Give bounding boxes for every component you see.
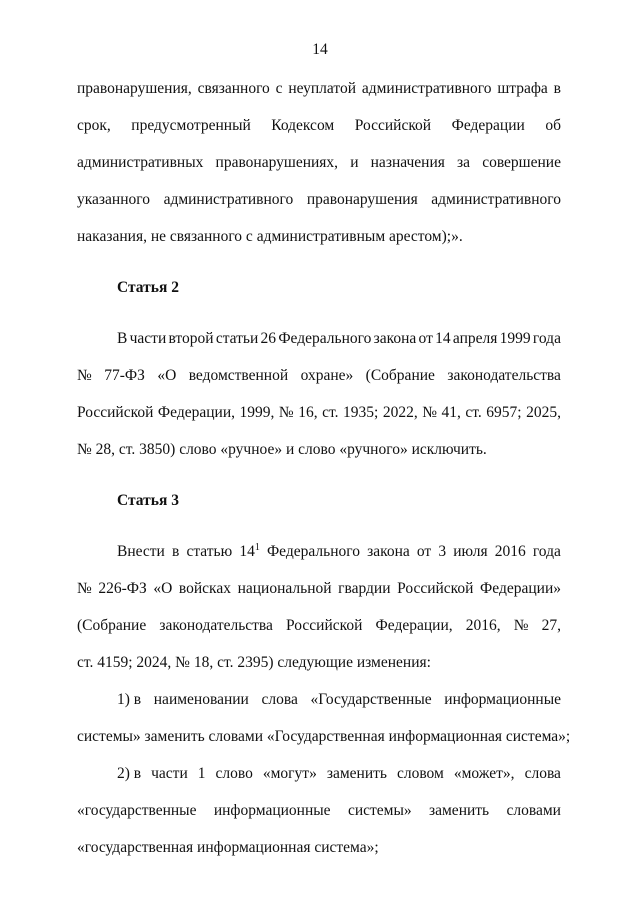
word: гвардии [338, 580, 391, 597]
word: совершение [482, 154, 561, 171]
word: 41, [441, 404, 461, 421]
word: Российской [286, 617, 363, 634]
word: словами [506, 802, 561, 819]
word: Российской [397, 580, 474, 597]
article-2-heading: Статья 2 [117, 279, 179, 296]
word: Федерального [278, 330, 372, 347]
word: в [171, 543, 180, 560]
word: Федерации» [480, 580, 561, 597]
word: административного [361, 80, 492, 97]
word: правонарушениях, [215, 154, 339, 171]
word: информационные [213, 802, 331, 819]
paragraph-1 [77, 70, 561, 255]
word: № [278, 404, 294, 421]
word: правонарушения, [77, 80, 192, 97]
text-line [77, 394, 561, 431]
word: 2) в [117, 765, 142, 782]
word: словом [396, 765, 444, 782]
text-line [77, 755, 561, 792]
word: 2016 [494, 543, 526, 560]
word: № [513, 617, 529, 634]
word: от [418, 330, 433, 347]
text-line [77, 570, 561, 607]
word: 2016, [465, 617, 501, 634]
word: июля [453, 543, 488, 560]
text-line [77, 181, 561, 218]
word: части [151, 765, 188, 782]
word: ст. [465, 404, 482, 421]
word: «О [157, 367, 177, 384]
list-item-2 [77, 755, 561, 866]
word: «могут» [262, 765, 317, 782]
text-line [77, 681, 561, 718]
word: № [77, 367, 92, 384]
article-number [239, 533, 260, 570]
word: 1935; [342, 404, 379, 421]
word: «государственные [77, 802, 197, 819]
word: правонарушения [306, 191, 418, 208]
word: в [553, 80, 561, 97]
document-body [77, 70, 571, 866]
word: об [545, 117, 561, 134]
word: «может», [453, 765, 515, 782]
word: «О [153, 580, 173, 597]
word: статьи [215, 330, 259, 347]
word: предусмотренный [131, 117, 251, 134]
word: 26 [260, 330, 277, 347]
word: статью [186, 543, 233, 560]
word: 14 [435, 330, 451, 347]
text-line-with-superscript [77, 533, 561, 570]
word: 1999 [499, 330, 531, 347]
word: системы» [347, 802, 412, 819]
word: и [350, 154, 359, 171]
word: слова [524, 765, 561, 782]
word: законодательства [447, 367, 561, 384]
word: войсках [178, 580, 231, 597]
text-line: № 28, ст. 3850) слово «ручное» и слово «ручного» исключить. [77, 441, 487, 458]
word: 226-ФЗ [98, 580, 147, 597]
word: штрафа [497, 80, 548, 97]
word: Российской [354, 117, 432, 134]
word: слово [215, 765, 253, 782]
word: 1) в [117, 691, 142, 708]
word: 1999, [239, 404, 275, 421]
word: Кодексом [271, 117, 335, 134]
word: № [77, 580, 92, 597]
word: Федерации, [157, 404, 235, 421]
text-line [77, 357, 561, 394]
word: слова [261, 691, 298, 708]
word: «Государственные [310, 691, 432, 708]
word: законодательства [159, 617, 273, 634]
word: заменить [326, 765, 387, 782]
text-line: ст. 4159; 2024, № 18, ст. 2395) следующие изменения: [77, 654, 431, 671]
text-line [77, 107, 561, 144]
word: ведомственной [188, 367, 289, 384]
article-number-superscript: 1 [254, 541, 260, 553]
word: 2022, [382, 404, 418, 421]
word: № [422, 404, 437, 421]
word: неуплатой [288, 80, 357, 97]
word: 1 [197, 765, 206, 782]
text-line: системы» заменить словами «Государственная информационная система»; [77, 728, 571, 745]
word: Внести [117, 543, 165, 560]
word: за [457, 154, 471, 171]
text-line [77, 792, 561, 829]
word: указанного [77, 191, 150, 208]
article-2-text [77, 320, 561, 468]
word: от [416, 543, 432, 560]
word: национальной [237, 580, 332, 597]
word: (Собрание [77, 617, 147, 634]
text-line [77, 320, 561, 357]
word: апреля [452, 330, 498, 347]
word: Федерального [266, 543, 360, 560]
word: 3 [438, 543, 447, 560]
word: административных [77, 154, 204, 171]
word: 77-ФЗ [104, 367, 145, 384]
word: Федерации, [375, 617, 453, 634]
text-line [77, 607, 561, 644]
word: охране» [300, 367, 354, 384]
word: (Собрание [365, 367, 435, 384]
word: срок, [77, 117, 111, 134]
word: закона [367, 543, 410, 560]
word: ст. [322, 404, 339, 421]
word: части [129, 330, 167, 347]
word: второй [168, 330, 214, 347]
text-line: «государственная информационная система»; [77, 839, 379, 856]
page-number: 14 [312, 41, 328, 58]
word: В [117, 330, 128, 347]
word: года [532, 543, 561, 560]
text-line [77, 70, 561, 107]
word: информационные [444, 691, 561, 708]
word: назначения [370, 154, 445, 171]
article-3-text [77, 533, 571, 866]
word: 27, [541, 617, 561, 634]
word: административного [431, 191, 561, 208]
article-3-heading: Статья 3 [117, 492, 179, 509]
text-line [77, 144, 561, 181]
word: административного [163, 191, 294, 208]
word: наименовании [153, 691, 249, 708]
word: связанного [197, 80, 270, 97]
word: Российской [77, 404, 154, 421]
word: 16, [298, 404, 318, 421]
word: закона [373, 330, 417, 347]
word: 2025, [526, 404, 561, 421]
word: года [532, 330, 561, 347]
article-number-base: 14 [239, 543, 255, 560]
word: 6957; [486, 404, 522, 421]
word: заменить [429, 802, 490, 819]
word: с [275, 80, 283, 97]
word: Федерации [451, 117, 525, 134]
list-item-1 [77, 681, 571, 755]
text-line: наказания, не связанного с административным арестом);». [77, 228, 463, 245]
